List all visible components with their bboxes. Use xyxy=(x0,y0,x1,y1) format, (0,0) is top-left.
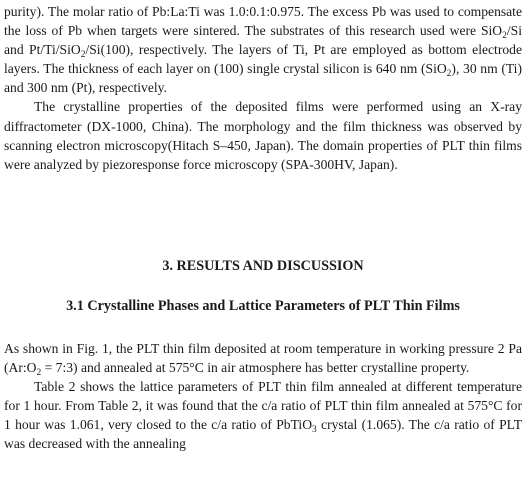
section-heading: 3. RESULTS AND DISCUSSION xyxy=(162,258,364,274)
subscript: 2 xyxy=(36,368,42,379)
subscript: 2 xyxy=(446,69,452,80)
subscript: 2 xyxy=(502,31,507,42)
subsection-heading: 3.1 Crystalline Phases and Lattice Parameters of PLT Thin Films xyxy=(66,298,460,314)
results-paragraph-2: Table 2 shows the lattice parameters of PLT thin film annealed at different temperature for 1 hour. From Table 2, it was found that the c/a ratio of PLT thin film annealed at 575°C for 1 hour was 1.061, very closed to the c/a ratio of PbTiO$_3$ crystal (1.065). The c/a ratio of PLT was decreased with the annealing xyxy=(4,379,522,452)
methods-section xyxy=(4,2,522,174)
methods-paragraph-2: The crystalline properties of the deposited films were performed using an X-ray diffractometer (DX-1000, China). The morphology and the film thickness was observed by scanning electron microscopy(Hitach S–450, Japan). The domain properties of PLT thin films were analyzed by piezoresponse force microscopy (SPA-300HV, Japan). xyxy=(4,99,522,172)
results-section xyxy=(4,339,522,454)
methods-paragraph-1: purity). The molar ratio of Pb:La:Ti was 1.0:0.1:0.975. The excess Pb was used to compensate the loss of Pb when targets were sintered. The substrates of this research used were SiO$_2$/Si and Pt/Ti/SiO$_2$/Si(100), respectively. The layers of Ti, Pt are employed as bottom electrode layers. The thickness of each layer on (100) single crystal silicon is 640 nm (SiO$_2$), 30 nm (Ti) and 300 nm (Pt), respectively. xyxy=(4,4,522,96)
subscript: 3 xyxy=(312,425,317,436)
subscript: 2 xyxy=(80,50,86,61)
results-paragraph-1: As shown in Fig. 1, the PLT thin film deposited at room temperature in working pressure 2 Pa ($Ar:O_2$ = 7:3) and annealed at 575°C in air atmosphere has better crystalline property. xyxy=(4,341,522,379)
